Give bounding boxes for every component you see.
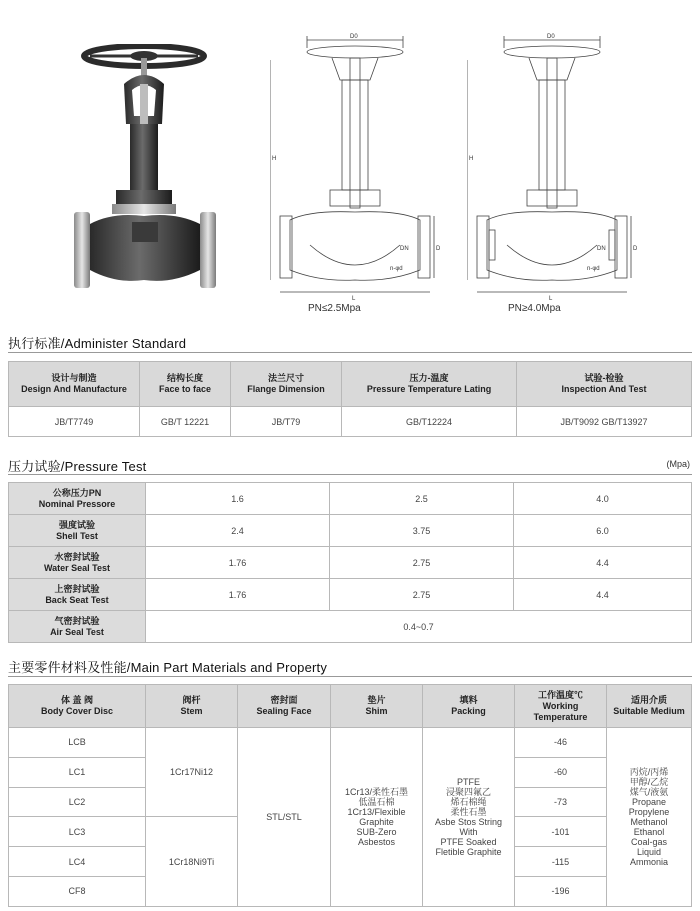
valve-photo [72, 44, 222, 296]
header-en: Sealing Face [256, 706, 312, 716]
header-cn: 垫片 [367, 695, 386, 705]
header-cn: 法兰尺寸 [267, 373, 304, 383]
header-temperature [515, 685, 607, 728]
header-en: Inspection And Test [561, 384, 647, 394]
value-cell: 4.0 [514, 483, 692, 515]
header-en: Pressure Temperature Lating [366, 384, 492, 394]
header-cn: 填料 [459, 695, 478, 705]
label-en: Water Seal Test [43, 562, 111, 573]
cell-inspection: JB/T9092 GB/T13927 [517, 407, 692, 437]
header-cn: 设计与制造 [51, 373, 97, 383]
materials-table [8, 684, 692, 907]
header-cn: 试验-检验 [584, 373, 624, 383]
value-cell-merged: 0.4~0.7 [146, 611, 692, 643]
value-cell: 4.4 [514, 579, 692, 611]
table-row [9, 407, 692, 437]
header-en: Working Temperature [533, 700, 588, 722]
svg-text:D0: D0 [547, 34, 555, 40]
label-en: Air Seal Test [50, 626, 104, 637]
value-cell: 6.0 [514, 515, 692, 547]
svg-text:H: H [272, 156, 277, 162]
header-en: Shim [365, 706, 388, 716]
header-medium [607, 685, 692, 728]
table-row [9, 483, 692, 515]
packing-line: 浸聚四氟乙 [445, 786, 491, 797]
svg-text:D0: D0 [350, 34, 358, 40]
label-cn: 水密封试验 [54, 551, 100, 562]
svg-text:H: H [469, 156, 474, 162]
row-label [9, 547, 146, 579]
cell-body: LCB [9, 728, 146, 758]
cell-sealing: STL/STL [238, 728, 331, 907]
cell-body: LC2 [9, 787, 146, 817]
medium-line: Ammonia [629, 856, 668, 867]
shim-line: Asbestos [357, 836, 396, 847]
header-face [140, 362, 231, 407]
cell-shim [331, 728, 423, 907]
header-en: Packing [451, 706, 486, 716]
label-cn: 公称压力PN [52, 487, 102, 498]
medium-line: 甲醇/乙烷 [629, 776, 669, 787]
shim-line: 1Cr13/Flexible [347, 806, 406, 817]
packing-line: PTFE Soaked [440, 836, 497, 847]
unit-label: (Mpa) [666, 459, 690, 469]
svg-text:n-φd: n-φd [390, 266, 403, 272]
packing-line: With [459, 826, 478, 837]
shim-line: Graphite [359, 816, 394, 827]
valve-drawing-pn40 [467, 30, 637, 310]
header-en: Body Cover Disc [40, 706, 114, 716]
header-design [9, 362, 140, 407]
packing-line: Asbe Stos String [434, 816, 503, 827]
cell-body: LC1 [9, 757, 146, 787]
medium-line: 丙烷/丙烯 [629, 766, 669, 777]
medium-line: Coal-gas [630, 836, 668, 847]
section-divider [8, 676, 692, 677]
table-header-row [9, 362, 692, 407]
packing-line: 烯石棉绳 [450, 796, 487, 807]
cell-packing [423, 728, 515, 907]
cell-temperature: -46 [515, 728, 607, 758]
medium-line: Methanol [630, 816, 668, 827]
label-cn: 气密封试验 [54, 615, 100, 626]
medium-line: 煤气/液氨 [629, 786, 669, 797]
caption-pn25: PN≤2.5Mpa [308, 303, 361, 314]
shim-line: 1Cr13/柔性石墨 [344, 786, 408, 797]
svg-text:D: D [633, 246, 637, 252]
svg-text:DN: DN [597, 246, 606, 252]
caption-pn40: PN≥4.0Mpa [508, 303, 561, 314]
header-en: Face to face [158, 384, 212, 394]
packing-line: Fletible Graphite [435, 846, 502, 857]
header-inspection [517, 362, 692, 407]
header-en: Flange Dimension [247, 384, 325, 394]
label-en: Back Seat Test [45, 594, 109, 605]
table-row [9, 728, 692, 758]
medium-line: Ethanol [633, 826, 665, 837]
value-cell: 2.4 [146, 515, 330, 547]
cell-body: LC3 [9, 817, 146, 847]
cell-flange: JB/T79 [231, 407, 342, 437]
row-label [9, 483, 146, 515]
header-cn: 阀杆 [182, 695, 201, 705]
section-title-standard: 执行标准/Administer Standard [8, 336, 187, 351]
label-en: Shell Test [56, 530, 98, 541]
packing-line: 柔性石墨 [450, 806, 487, 817]
header-cn: 结构长度 [166, 373, 203, 383]
row-label [9, 579, 146, 611]
header-en: Suitable Medium [613, 706, 685, 716]
table-row [9, 611, 692, 643]
header-pressure-temp [342, 362, 517, 407]
header-cn: 密封面 [270, 695, 298, 705]
header-cn: 工作温度℃ [537, 689, 583, 700]
value-cell: 4.4 [514, 547, 692, 579]
value-cell: 2.75 [330, 547, 514, 579]
section-divider [8, 352, 692, 353]
table-row [9, 547, 692, 579]
medium-line: Propane [631, 796, 667, 807]
cell-stem: 1Cr18Ni9Ti [146, 817, 238, 906]
value-cell: 1.6 [146, 483, 330, 515]
value-cell: 3.75 [330, 515, 514, 547]
shim-line: 低温石棉 [358, 796, 395, 807]
header-cn: 体 盖 阀 [60, 695, 93, 705]
cell-pressure-temp: GB/T12224 [342, 407, 517, 437]
cell-temperature: -60 [515, 757, 607, 787]
header-packing [423, 685, 515, 728]
cell-temperature: -196 [515, 876, 607, 906]
label-en: Nominal Pressore [38, 498, 116, 509]
cell-body: CF8 [9, 876, 146, 906]
header-sealing [238, 685, 331, 728]
value-cell: 2.75 [330, 579, 514, 611]
value-cell: 2.5 [330, 483, 514, 515]
header-flange [231, 362, 342, 407]
header-cn: 适用介质 [630, 695, 667, 705]
svg-text:D: D [436, 246, 440, 252]
cell-temperature: -101 [515, 817, 607, 847]
cell-body: LC4 [9, 847, 146, 877]
label-cn: 上密封试验 [54, 583, 100, 594]
valve-drawing-pn25 [270, 30, 440, 310]
svg-text:L: L [352, 296, 356, 302]
header-shim [331, 685, 423, 728]
table-header-row [9, 685, 692, 728]
pressure-table [8, 482, 692, 643]
cell-stem: 1Cr17Ni12 [146, 728, 238, 817]
section-divider [8, 474, 692, 475]
header-en: Design And Manufacture [21, 384, 127, 394]
header-stem [146, 685, 238, 728]
value-cell: 1.76 [146, 547, 330, 579]
header-cn: 压力-温度 [409, 373, 449, 383]
row-label [9, 611, 146, 643]
cell-temperature: -115 [515, 847, 607, 877]
packing-line: PTFE [456, 776, 480, 787]
svg-text:DN: DN [400, 246, 409, 252]
svg-text:n-φd: n-φd [587, 266, 600, 272]
value-cell: 1.76 [146, 579, 330, 611]
label-cn: 强度试验 [58, 519, 95, 530]
section-title-pressure: 压力试验/Pressure Test [8, 459, 147, 474]
medium-line: Liquid [636, 846, 662, 857]
medium-line: Propylene [628, 806, 670, 817]
row-label [9, 515, 146, 547]
standard-table [8, 361, 692, 437]
header-body [9, 685, 146, 728]
cell-design: JB/T7749 [9, 407, 140, 437]
svg-text:L: L [549, 296, 553, 302]
shim-line: SUB-Zero [356, 826, 397, 837]
cell-medium [607, 728, 692, 907]
table-row [9, 579, 692, 611]
cell-face: GB/T 12221 [140, 407, 231, 437]
cell-temperature: -73 [515, 787, 607, 817]
header-en: Stem [180, 706, 203, 716]
section-title-materials: 主要零件材料及性能/Main Part Materials and Property [8, 660, 328, 675]
table-row [9, 515, 692, 547]
